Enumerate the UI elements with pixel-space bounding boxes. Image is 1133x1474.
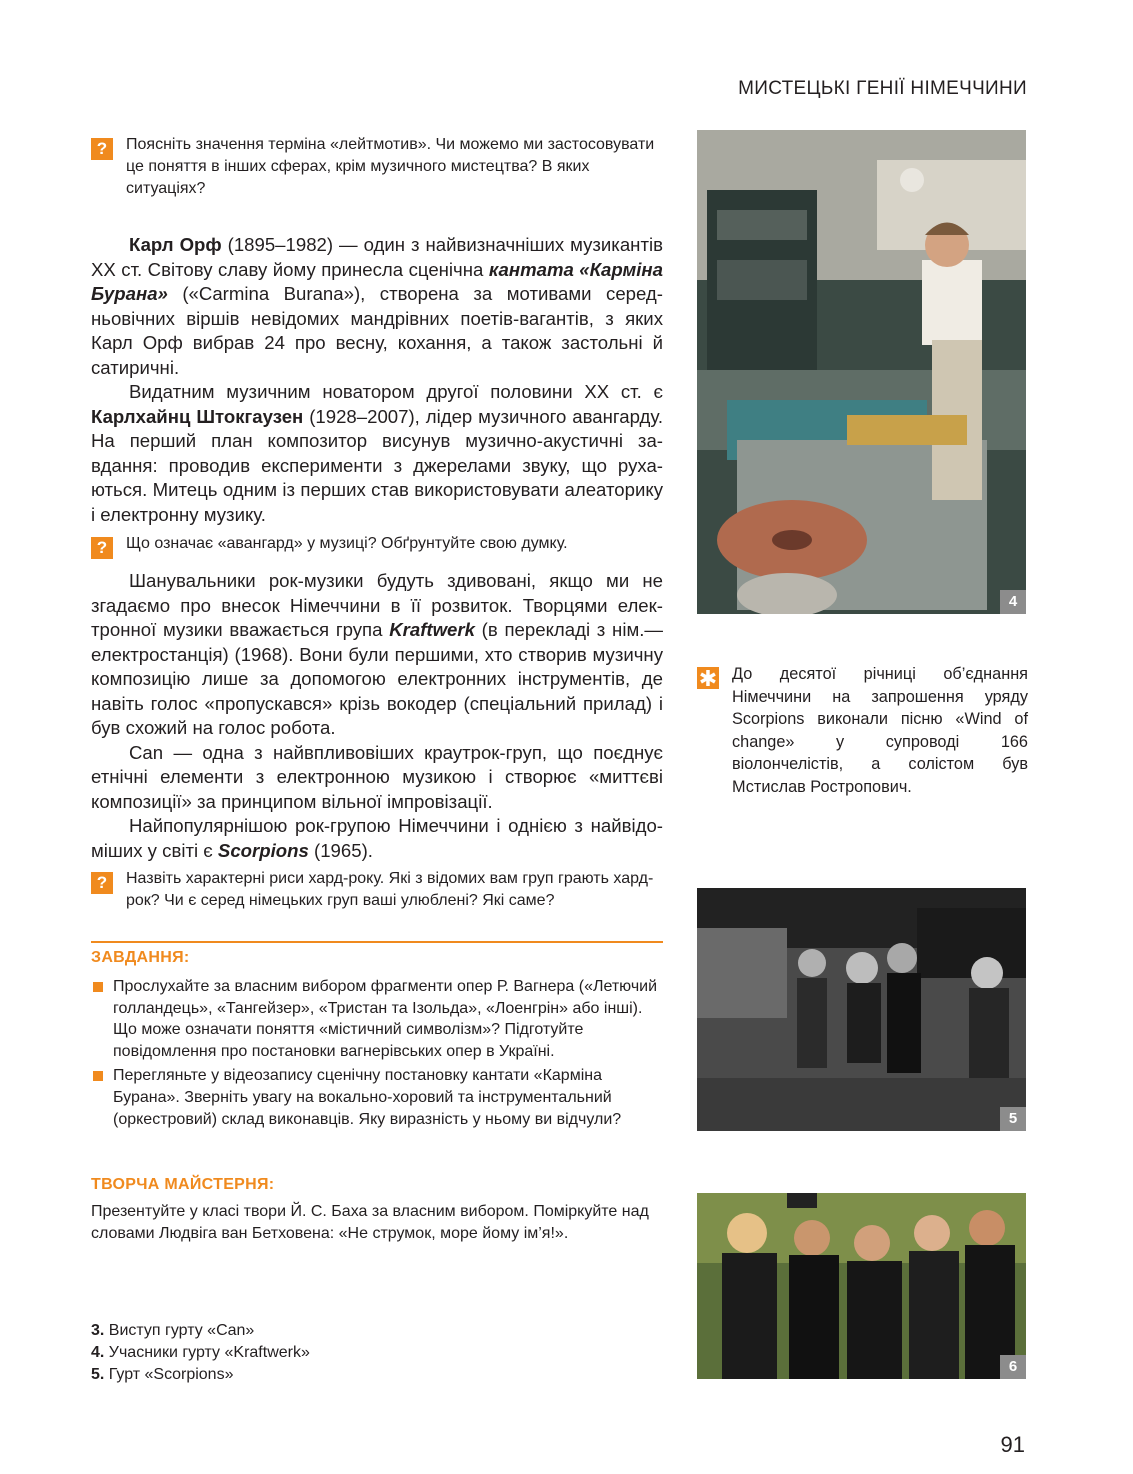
paragraph-text: (в перекладі з нім.— електростанція) (1968). Вони були першими, хто створив музичну композицію лише за допомогою електронних інструментів, де навіть голос «пропускався» крізь вокодер (спеціальний прилад) і був схожий на голос робота. (91, 619, 663, 738)
question-text: Назвіть характерні риси хард-року. Які з відомих вам груп грають хард-рок? Чи є серед німецьких груп ваші улюблені? Які саме? (126, 870, 654, 909)
person-name: Карлхайнц Штокгаузен (91, 405, 304, 427)
paragraph-text: (1965). (308, 839, 373, 861)
task-list (91, 976, 663, 1133)
paragraph-text: («Carmina Burana»), створена за мотивами середньовічних віршів невідомих мандрівних поетів-вагантів, з яких Карл Орф вибрав 24 про весну, кохання, а також застольні й сатиричні. (91, 283, 663, 378)
fact-box (697, 663, 1028, 799)
fact-text: До десятої річниці об’єднання Німеччини на запрошення уряду Scorpions виконали пісню «Wind of change» у супроводі 166 віолончелістів, а солістом був Мстислав Ростропович. (732, 665, 1028, 796)
paragraph-text: (1895–1982) — один з найвизначніших музикантів XX ст. Світову славу йому принесла сценічна (91, 234, 663, 280)
main-text-block-2 (91, 569, 663, 863)
question-text: Поясніть значення терміна «лейтмотив». Чи можемо ми застосовувати це поняття в інших сферах, крім музичного мистецтва? В яких ситуаціях? (126, 136, 655, 197)
photo-number-badge: 6 (1000, 1355, 1026, 1379)
paragraph-orff (91, 233, 663, 380)
caption-number: 3. (91, 1322, 105, 1339)
question-icon: ? (91, 872, 113, 894)
band-stage-photo (697, 888, 1026, 1131)
caption-number: 5. (91, 1366, 105, 1383)
question-box-1 (91, 134, 663, 200)
paragraph-text: Найпопулярнішою рок-групою Німеччини і однією з найвідоміших у світі є (91, 815, 663, 861)
band-stage-illustration (697, 888, 1026, 1131)
creative-heading: ТВОРЧА МАЙСТЕРНЯ: (91, 1176, 275, 1193)
band-name: Kraftwerk (389, 619, 475, 640)
caption-text: Учасники гурту «Kraftwerk» (104, 1344, 310, 1361)
task-item (91, 1065, 663, 1130)
paragraph-stockhausen (91, 380, 663, 527)
caption-text: Гурт «Scorpions» (104, 1366, 234, 1383)
creative-text: Презентуйте у класі твори Й. С. Баха за власним вибором. Поміркуйте над словами Людвіга ван Бетховена: «Не струмок, море йому ім’я!». (91, 1203, 649, 1242)
paragraph-text: (1928–2007), лідер музичного авангарду. На перший план композитор висунув музично-акустичні завдання: проводив експерименти з джерелами звуку, що рухаються. Митець одним із перших став використовувати алеаторику і електронну музику. (91, 405, 663, 525)
photo-number-badge: 5 (1000, 1107, 1026, 1131)
paragraph-text: Видатним музичним новатором другої половини XX ст. є (129, 381, 663, 402)
page-number: 91 (1000, 1432, 1025, 1457)
asterisk-icon: ✱ (698, 666, 718, 691)
paragraph-kraftwerk (91, 569, 663, 741)
task-item (91, 976, 663, 1062)
studio-illustration (697, 130, 1026, 614)
work-title: кантата «Карміна Бурана» (91, 258, 664, 304)
caption-item (91, 1364, 310, 1386)
main-text-block-1 (91, 233, 663, 527)
task-text: Перегляньте у відеозапису сценічну постановку кантати «Карміна Бурана». Зверніть увагу на вокально-хоровий та інструментальний (оркестровий) склад виконавців. Яку виразність у ньому ви відчули? (113, 1067, 622, 1128)
band-portrait-photo (697, 1193, 1026, 1379)
studio-photo (697, 130, 1026, 614)
question-icon: ? (91, 537, 113, 559)
band-name: Scorpions (217, 839, 309, 861)
figure-captions (91, 1320, 310, 1386)
paragraph-scorpions (91, 814, 663, 863)
caption-text: Виступ гурту «Can» (104, 1322, 255, 1339)
section-divider (91, 941, 663, 943)
square-bullet-icon (93, 1071, 103, 1081)
tasks-heading: ЗАВДАННЯ: (91, 949, 190, 966)
task-text: Прослухайте за власним вибором фрагменти опер Р. Вагнера («Летючий голландець», «Тангейзер», «Тристан та Ізольда», «Лоенгрін» або інші). Що може означати поняття «містичний символізм»? Підготуйте повідомлення про постановки вагнерівських опер в Україні. (113, 978, 658, 1060)
running-head: МИСТЕЦЬКІ ГЕНІЇ НІМЕЧЧИНИ (738, 78, 1027, 99)
band-portrait-illustration (697, 1193, 1026, 1379)
person-name: Карл Орф (129, 234, 222, 255)
caption-item (91, 1342, 310, 1364)
paragraph-text: Шанувальники рок-музики будуть здивовані, якщо ми не згадаємо про внесок Німеччини в її розвиток. Творцями електронної музики вважається група (91, 570, 663, 640)
paragraph-can: Can — одна з найвпливовіших краутрок-груп, що поєднує етнічні елементи з електронною музикою і створює «миттєві композиції» за принципом вільної імпровізації. (91, 741, 663, 812)
photo-number-badge: 4 (1000, 590, 1026, 614)
question-box-3 (91, 868, 663, 912)
caption-item (91, 1320, 310, 1342)
square-bullet-icon (93, 982, 103, 992)
question-text: Що означає «авангард» у музиці? Обґрунтуйте свою думку. (126, 535, 568, 552)
question-box-2 (91, 533, 663, 555)
caption-number: 4. (91, 1344, 105, 1361)
question-icon: ? (91, 138, 113, 160)
